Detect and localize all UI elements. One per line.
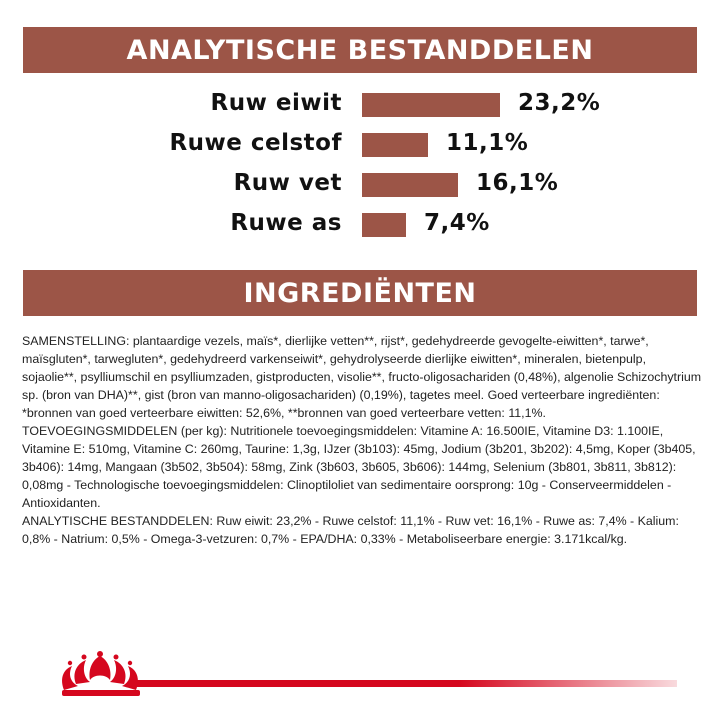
analytic-bar <box>362 93 500 117</box>
analytic-value: 16,1% <box>476 170 559 196</box>
additives-paragraph: TOEVOEGINGSMIDDELEN (per kg): Nutritionele toevoegingsmiddelen: Vitamine A: 16.500IE, Vitamine D3: 1.100IE, Vitamine E: 510mg, Vitamine C: 260mg, Taurine: 1,3g, IJzer (3b103): 45mg, Jodium (3b201, 3b202): 4,5mg, Koper (3b405, 3b406): 14mg, Mangaan (3b502, 3b504): 58mg, Zink (3b603, 3b605, 3b606): 144mg, Selenium (3b801, 3b811, 3b812): 0,08mg - Technologische toevoegingsmiddelen: Clinoptiloliet van sedimentaire oorsprong: 10g - Conserveermiddelen - Antioxidanten. <box>22 424 696 510</box>
analytic-bar <box>362 133 428 157</box>
analytic-value: 7,4% <box>424 210 490 236</box>
analytic-paragraph: ANALYTISCHE BESTANDDELEN: Ruw eiwit: 23,2% - Ruwe celstof: 11,1% - Ruw vet: 16,1% - Ruwe as: 7,4% - Kalium: 0,8% - Natrium: 0,5% - Omega-3-vetzuren: 0,7% - EPA/DHA: 0,33% - Metaboliseerbare energie: 3.171kcal/kg. <box>22 514 679 546</box>
analytic-title-banner <box>23 27 697 73</box>
analytic-row <box>0 126 720 166</box>
analytic-value: 23,2% <box>518 90 601 116</box>
analytic-label: Ruw vet <box>233 170 342 196</box>
analytic-row <box>0 166 720 206</box>
ingredients-title-banner <box>23 270 697 316</box>
analytic-label: Ruwe celstof <box>169 130 342 156</box>
royal-canin-crown-icon <box>58 650 142 698</box>
ingredients-text <box>22 332 702 548</box>
analytic-bar <box>362 213 406 237</box>
analytic-bar-chart <box>0 86 720 246</box>
analytic-bar <box>362 173 458 197</box>
analytic-label: Ruwe as <box>230 210 342 236</box>
footer-red-line <box>132 680 677 687</box>
composition-paragraph: SAMENSTELLING: plantaardige vezels, maïs*, dierlijke vetten**, rijst*, gedehydreerde gevogelte-eiwitten*, tarwe*, maïsgluten*, tarwegluten*, gedehydreerd varkenseiwit*, gehydrolyseerde dierlijke eiwitten*, mineralen, bietenpulp, sojaolie**, psylliumschil en psylliumzaden, gistproducten, visolie**, fructo-oligosachariden (0,48%), algenolie Schizochytrium sp. (bron van DHA)**, gist (bron van manno-oligosachariden) (0,19%), tagetes meel. Goed verteerbare ingrediënten: *bronnen van goed verteerbare eiwitten: 52,6%, **bronnen van goed verteerbare vetten: 11,1%. <box>22 334 702 420</box>
analytic-value: 11,1% <box>446 130 529 156</box>
analytic-row <box>0 86 720 126</box>
analytic-label: Ruw eiwit <box>210 90 342 116</box>
ingredients-title: INGREDIËNTEN <box>243 277 477 309</box>
analytic-title: ANALYTISCHE BESTANDDELEN <box>126 34 594 66</box>
analytic-row <box>0 206 720 246</box>
